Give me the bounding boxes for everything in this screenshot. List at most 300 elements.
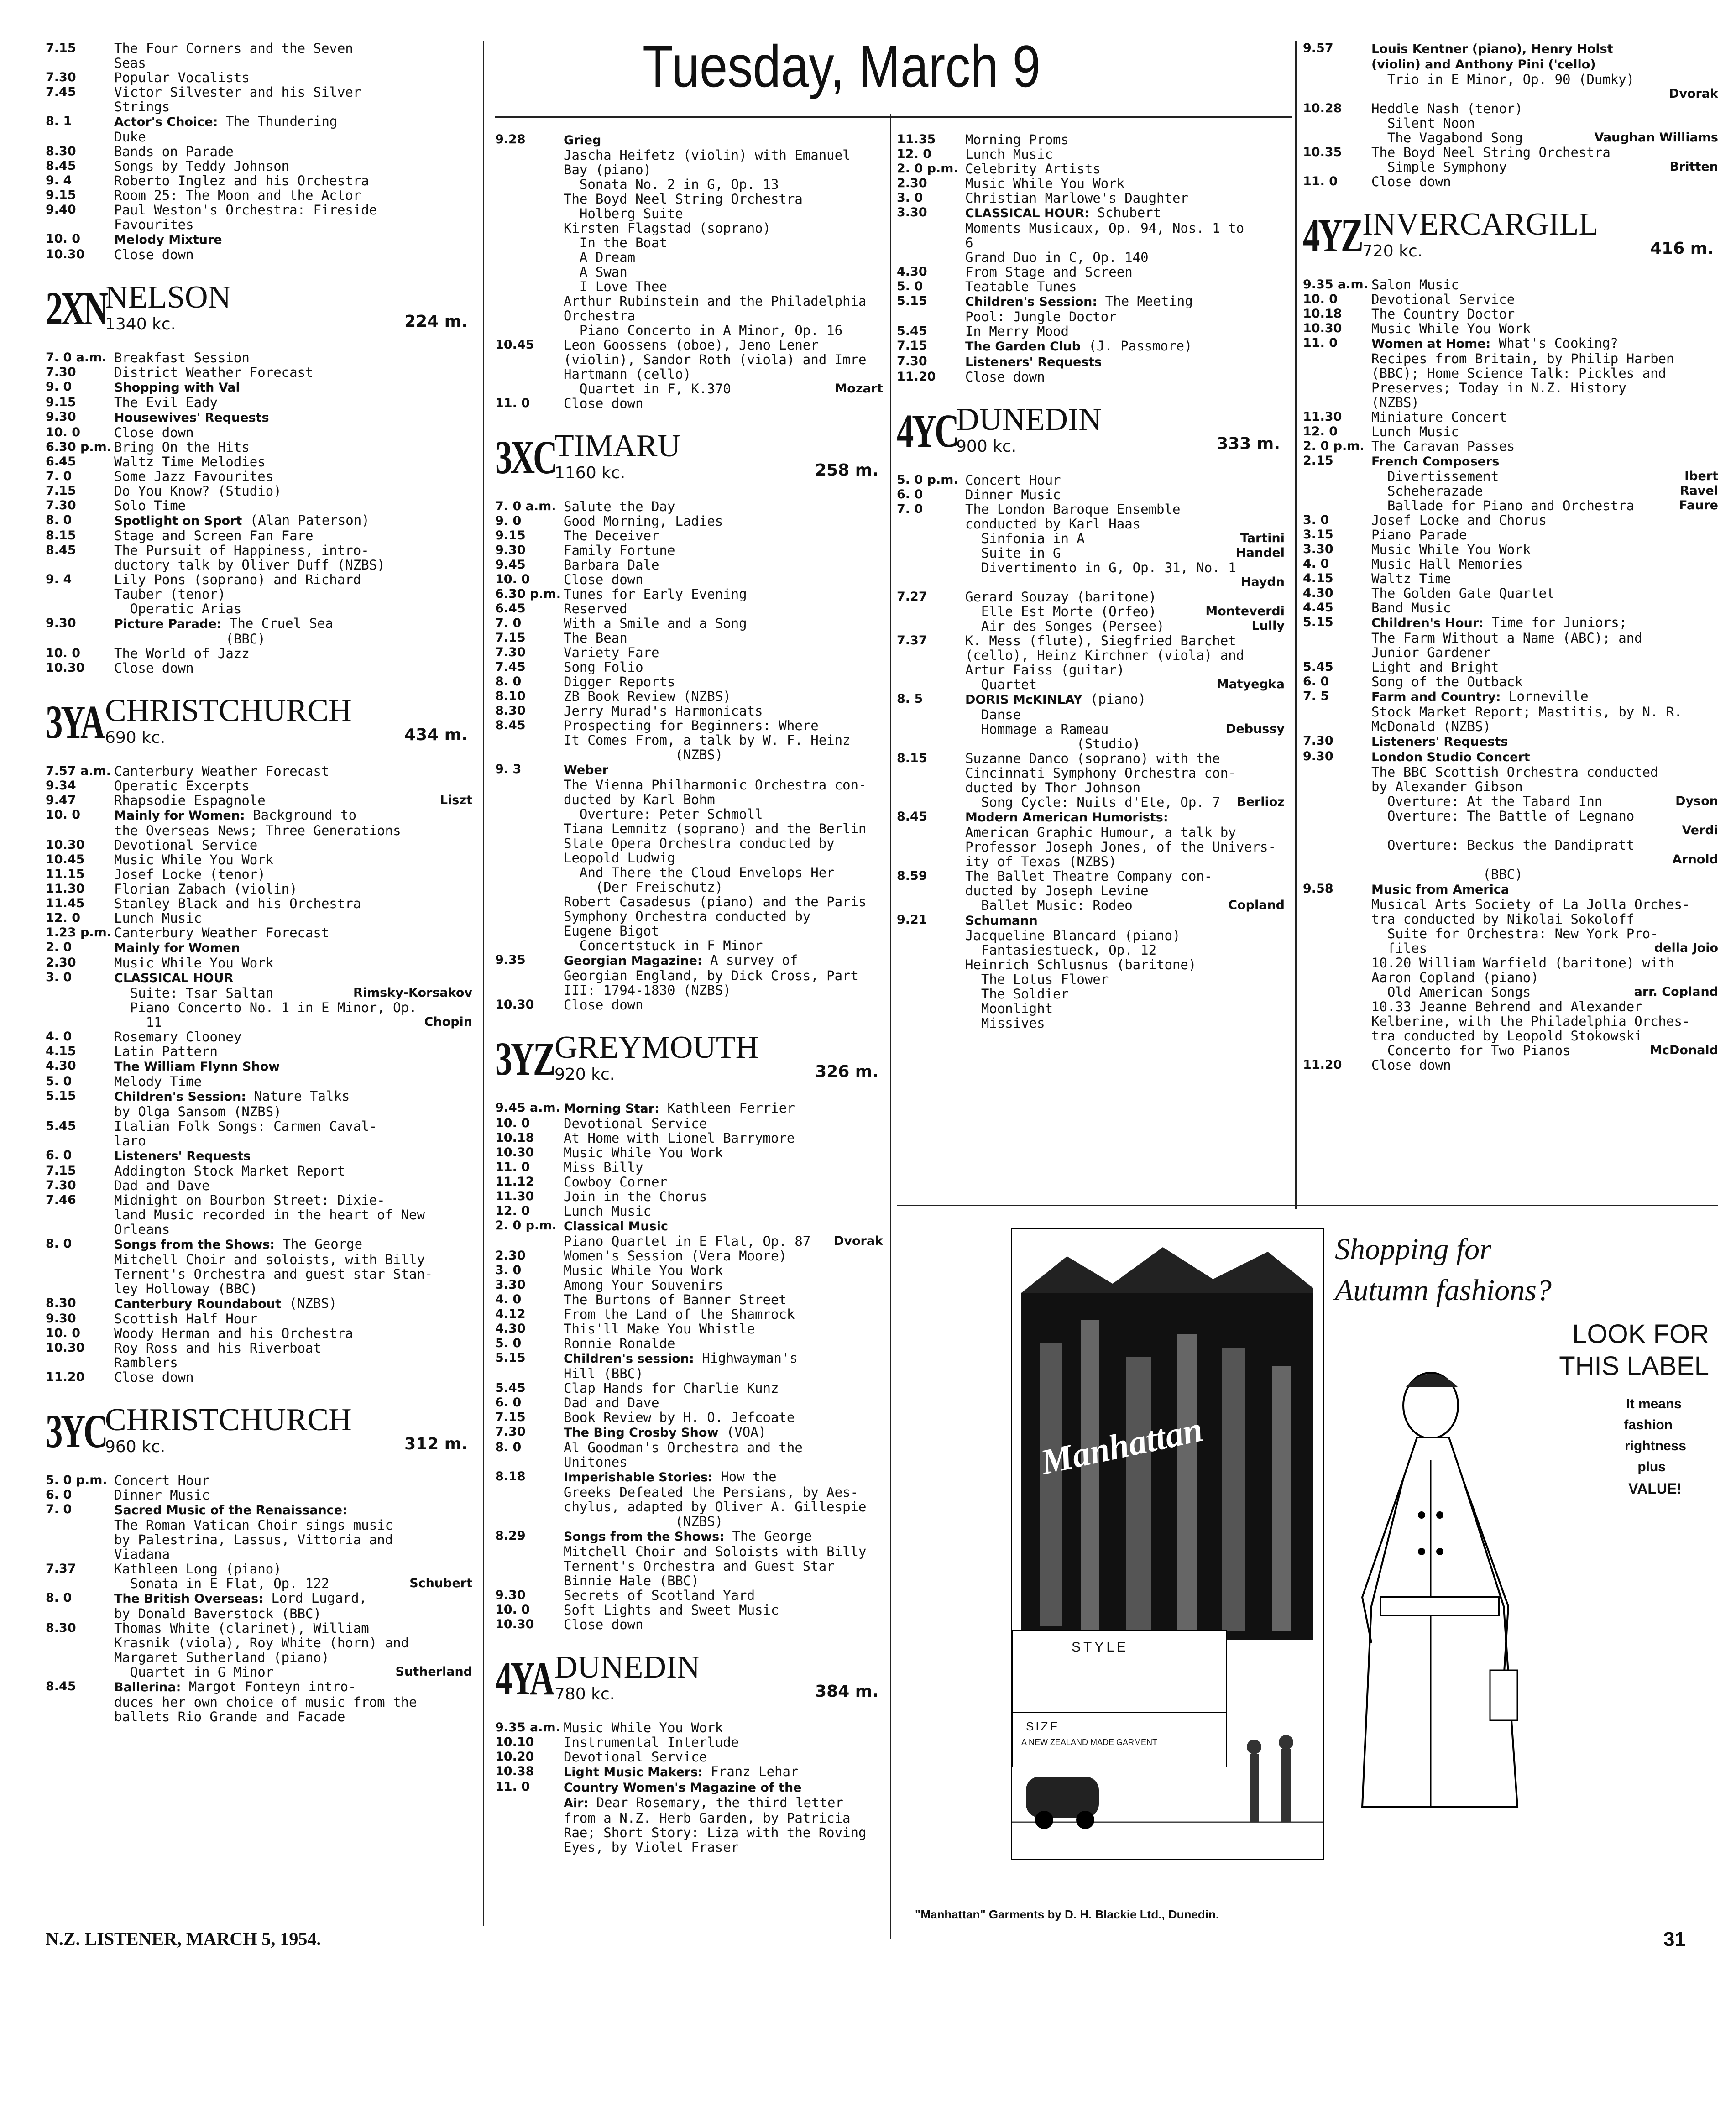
programme-time: 9.40: [46, 203, 76, 217]
programme-title: Modern American Humorists:: [965, 810, 1168, 825]
programme-time: [1303, 395, 1371, 410]
programme-description: [114, 661, 472, 675]
programme-time: 8. 1: [46, 114, 72, 128]
programme-description: [965, 633, 1285, 648]
programme-description: [114, 144, 472, 159]
programme-description: [965, 339, 1285, 354]
programme-time: 7.15: [897, 339, 927, 353]
programme-description: [564, 1588, 883, 1603]
programme-line: [46, 395, 472, 410]
programme-text: At Home with Lionel Barrymore: [564, 1131, 795, 1145]
programme-time: [46, 1532, 114, 1547]
programme-description: [564, 1514, 883, 1529]
programme-line: [46, 232, 472, 247]
programme-time: 9.34: [46, 779, 76, 793]
programme-text: Operatic Arias: [114, 601, 242, 616]
programme-time: [1303, 765, 1371, 779]
programme-line: [495, 1764, 883, 1780]
programme-text: I Love Thee: [564, 279, 667, 294]
programme-description: [1371, 852, 1668, 867]
programme-description: [114, 1193, 472, 1207]
programme-text: Bring On the Hits: [114, 440, 250, 455]
programme-text: Celebrity Artists: [965, 162, 1101, 176]
programme-text: K. Mess (flute), Siegfried Barchet: [965, 633, 1236, 648]
programme-line: [1303, 454, 1718, 469]
station-header-greymouth: [495, 1026, 883, 1094]
programme-text: Band Music: [1371, 601, 1451, 615]
programme-description: [114, 1679, 472, 1695]
programme-description: [965, 517, 1285, 531]
programme-text: And There the Cloud Envelops Her: [564, 865, 835, 880]
programme-text: Kathleen Long (piano): [114, 1562, 282, 1576]
programme-text: ducted by Karl Bohm: [564, 792, 715, 807]
programme-time: 7.46: [46, 1193, 76, 1207]
programme-line: [495, 1322, 883, 1336]
programme-line: [46, 1193, 472, 1207]
programme-description: [564, 601, 883, 616]
programme-time: 11.30: [495, 1189, 534, 1203]
programme-description: [965, 502, 1285, 517]
programme-description: [1371, 645, 1718, 660]
programme-line: [495, 132, 883, 148]
programme-text: duces her own choice of music from the: [114, 1695, 417, 1709]
programme-text: Prospecting for Beginners: Where: [564, 718, 819, 733]
programme-time: [495, 938, 564, 953]
programme-line: [495, 148, 883, 162]
programme-text: Cowboy Corner: [564, 1175, 667, 1189]
programme-description: [965, 795, 1232, 810]
programme-description: [114, 572, 472, 587]
programme-line: [495, 1234, 883, 1249]
programme-line: [1303, 528, 1718, 542]
programme-title: Canterbury Roundabout: [114, 1297, 281, 1311]
programme-description: [564, 192, 883, 206]
programme-text: Leopold Ludwig: [564, 851, 675, 865]
programme-line: [495, 1825, 883, 1840]
programme-description: [1371, 542, 1718, 557]
programme-text: Quartet in F, K.370: [564, 382, 731, 396]
programme-time: 1.23 p.m.: [46, 925, 111, 940]
programme-line: [495, 704, 883, 718]
programme-description: [965, 531, 1236, 546]
composer-credit: Copland: [1228, 898, 1285, 912]
programme-time: 6. 0: [897, 487, 923, 502]
programme-time: 9.21: [897, 913, 927, 927]
programme-description: [114, 1059, 472, 1074]
programme-time: 5. 0 p.m.: [897, 473, 958, 487]
programme-text: Women's Session (Vera Moore): [564, 1249, 787, 1263]
programme-line: [1303, 970, 1718, 985]
programme-time: 12. 0: [46, 911, 81, 925]
programme-text: Overture: Peter Schmoll: [564, 807, 763, 821]
column-rule-1: [483, 41, 484, 1926]
programme-title: Farm and Country:: [1371, 690, 1501, 704]
ad-illustration: [1011, 1228, 1324, 1860]
programme-description: [564, 631, 883, 645]
programme-description: [564, 1440, 883, 1455]
programme-time: [897, 1016, 965, 1030]
composer-credit: arr. Copland: [1634, 985, 1718, 999]
programme-time: 10. 0: [46, 425, 81, 439]
programme-description: [1371, 484, 1675, 498]
programme-line: [46, 661, 472, 675]
programme-text: Highwayman's: [694, 1351, 798, 1366]
programme-description: [564, 1204, 883, 1218]
programme-time: 4. 0: [46, 1030, 72, 1044]
programme-line: [46, 1015, 472, 1030]
programme-time: [897, 250, 965, 265]
programme-line: [1303, 809, 1718, 823]
programme-text: Dinner Music: [114, 1488, 210, 1502]
programme-title: Grieg: [564, 133, 601, 147]
programme-description: [114, 587, 472, 601]
programme-text: Variety Fare: [564, 645, 659, 660]
programme-text: (piano): [1082, 692, 1146, 707]
programme-time: [1303, 381, 1371, 395]
programme-line: [495, 1218, 883, 1234]
programme-description: [965, 132, 1285, 147]
programme-text: Lunch Music: [965, 147, 1053, 162]
programme-line: [46, 425, 472, 440]
programme-line: [495, 338, 883, 352]
programme-description: [1371, 454, 1718, 469]
programme-line: [897, 663, 1285, 677]
programme-line: [495, 1395, 883, 1410]
programme-text: Divertissement: [1371, 469, 1499, 484]
programme-time: [495, 308, 564, 323]
programme-line: [46, 646, 472, 661]
programme-text: The Roman Vatican Choir sings music: [114, 1518, 393, 1532]
programme-description: [965, 692, 1285, 707]
programme-line: [46, 440, 472, 455]
programme-text: Canterbury Weather Forecast: [114, 925, 329, 940]
programme-description: [114, 85, 472, 99]
programme-time: [46, 1134, 114, 1148]
programme-description: [1371, 131, 1590, 145]
programme-line: [46, 1074, 472, 1089]
programme-description: [114, 646, 472, 661]
programme-line: [897, 191, 1285, 205]
programme-text: Concerto for Two Pianos: [1371, 1043, 1571, 1058]
programme-line: [46, 956, 472, 970]
programme-description: [564, 851, 883, 865]
programme-description: [564, 177, 883, 192]
composer-credit: Berlioz: [1237, 795, 1285, 809]
station-callsign: 3YA: [46, 696, 103, 748]
programme-time: 11. 0: [1303, 336, 1338, 350]
station-frequency: 1340 kc.: [105, 315, 176, 334]
programme-description: [114, 173, 472, 188]
programme-time: [46, 1518, 114, 1532]
programme-text: The World of Jazz: [114, 646, 250, 661]
programme-text: Grand Duo in C, Op. 140: [965, 250, 1149, 265]
programme-description: [114, 56, 472, 70]
programme-description: [1371, 307, 1718, 321]
programme-text: In Merry Mood: [965, 324, 1069, 339]
programme-time: 9. 4: [46, 572, 72, 586]
programme-description: [564, 762, 883, 778]
programme-line: [495, 587, 883, 601]
programme-time: 8.30: [46, 144, 76, 158]
programme-line: [46, 852, 472, 867]
programme-text: From Stage and Screen: [965, 265, 1133, 279]
programme-time: [1303, 838, 1371, 852]
programme-line: [1303, 882, 1718, 897]
station-wavelength: 224 m.: [404, 312, 468, 331]
programme-time: [495, 162, 564, 177]
programme-line: [495, 924, 883, 938]
programme-text: Salon Music: [1371, 277, 1459, 292]
programme-line: [1303, 321, 1718, 336]
programme-time: 11. 0: [495, 1780, 530, 1794]
programme-text: Italian Folk Songs: Carmen Caval-: [114, 1119, 377, 1134]
programme-title: Listeners' Requests: [114, 1149, 251, 1163]
header-rule: [495, 116, 1292, 118]
programme-description: [114, 159, 472, 173]
programme-description: [564, 1351, 883, 1366]
programme-time: 8.59: [897, 869, 927, 883]
programme-text: Hommage a Rameau: [965, 722, 1109, 737]
programme-text: What's Cooking?: [1490, 336, 1618, 351]
composer-credit: Rimsky-Korsakov: [353, 986, 472, 1000]
programme-time: 8. 0: [495, 1440, 522, 1454]
programme-line: [495, 396, 883, 411]
programme-time: [495, 352, 564, 367]
programme-title: CLASSICAL HOUR: [114, 971, 234, 985]
programme-text: Lunch Music: [1371, 424, 1459, 439]
programme-time: 9.35 a.m.: [495, 1720, 560, 1735]
programme-time: 11.35: [897, 132, 936, 146]
programme-description: [564, 382, 830, 396]
programme-line: [897, 707, 1285, 722]
programme-line: [897, 294, 1285, 309]
programme-description: [1371, 381, 1718, 395]
programme-line: [46, 1134, 472, 1148]
programme-description: [1371, 660, 1718, 674]
programme-text: Devotional Service: [564, 1116, 707, 1131]
programme-text: Elle Est Morte (Orfeo): [965, 604, 1157, 619]
programme-time: 8.30: [46, 1621, 76, 1635]
programme-description: [564, 836, 883, 851]
programme-description: [114, 1636, 472, 1650]
programme-description: [564, 132, 883, 148]
programme-time: 10. 0: [495, 1116, 530, 1130]
programme-description: [114, 558, 472, 572]
programme-line: [46, 1059, 472, 1074]
programme-description: [564, 308, 883, 323]
programme-line: [46, 1665, 472, 1679]
programme-line: [1303, 145, 1718, 160]
programme-time: 6.45: [495, 601, 526, 616]
programme-description: [1371, 174, 1718, 189]
programme-text: The Boyd Neel String Orchestra: [564, 192, 803, 206]
programme-text: The Vagabond Song: [1371, 131, 1523, 145]
programme-line: [495, 1189, 883, 1204]
station-frequency: 690 kc.: [105, 728, 166, 747]
programme-text: Missives: [965, 1016, 1045, 1030]
programme-line: [46, 779, 472, 793]
programme-time: 11.12: [495, 1175, 534, 1189]
programme-description: [1371, 1043, 1645, 1058]
programme-line: [897, 780, 1285, 795]
programme-time: 8.45: [897, 810, 927, 824]
programme-time: 3. 0: [1303, 513, 1329, 527]
programme-line: [495, 747, 883, 762]
programme-description: [1371, 749, 1718, 765]
programme-line: [495, 221, 883, 235]
programme-time: 9.47: [46, 793, 76, 807]
programme-line: [897, 560, 1285, 575]
programme-description: [114, 1044, 472, 1059]
ad-headline-2: Autumn fashions?: [1335, 1274, 1552, 1307]
programme-time: [495, 1811, 564, 1825]
programme-time: [46, 1000, 114, 1015]
programme-description: [965, 869, 1285, 883]
composer-credit: Faure: [1679, 498, 1718, 512]
programme-line: [495, 1588, 883, 1603]
programme-description: [1371, 941, 1650, 956]
programme-line: [897, 162, 1285, 176]
programme-text: the Overseas News; Three Generations: [114, 823, 401, 838]
programme-line: [1303, 941, 1718, 956]
ad-headline-1: Shopping for: [1335, 1233, 1491, 1266]
programme-line: [46, 940, 472, 956]
programme-line: [46, 1636, 472, 1650]
programme-description: [114, 1488, 472, 1502]
programme-line: [1303, 395, 1718, 410]
programme-text: 11: [114, 1015, 162, 1030]
listing-block: [46, 1473, 472, 1724]
programme-text: Waltz Time Melodies: [114, 455, 266, 469]
programme-text: Jacqueline Blancard (piano): [965, 928, 1181, 943]
programme-line: [46, 203, 472, 217]
programme-line: [1303, 794, 1718, 809]
programme-description: [114, 528, 472, 543]
programme-text: It Comes From, a talk by W. F. Heinz: [564, 733, 851, 747]
programme-time: [495, 382, 564, 396]
programme-time: 7.30: [46, 70, 76, 84]
programme-text: Concertstuck in F Minor: [564, 938, 763, 953]
programme-line: [495, 1617, 883, 1632]
programme-line: [1303, 705, 1718, 719]
programme-text: Moonlight: [965, 1001, 1053, 1016]
programme-line: [46, 616, 472, 632]
programme-description: [114, 41, 472, 56]
programme-description: [114, 1591, 472, 1606]
programme-text: Piano Quartet in E Flat, Op. 87: [564, 1234, 811, 1249]
programme-description: [564, 1307, 883, 1322]
composer-credit: Mozart: [835, 382, 883, 396]
programme-line: [46, 41, 472, 56]
station-frequency: 960 kc.: [105, 1437, 166, 1456]
programme-title: Air:: [564, 1796, 589, 1810]
programme-line: [1303, 366, 1718, 381]
programme-description: [965, 840, 1285, 854]
programme-time: 7.37: [46, 1562, 76, 1576]
programme-time: 7. 0: [46, 1502, 72, 1516]
programme-time: [1303, 498, 1371, 513]
programme-line: [46, 867, 472, 882]
programme-text: Margot Fonteyn intro-: [181, 1679, 356, 1694]
programme-description: [114, 365, 472, 380]
programme-line: [1303, 174, 1718, 189]
programme-text: Piano Concerto No. 1 in E Minor, Op.: [114, 1000, 417, 1015]
programme-line: [1303, 381, 1718, 395]
programme-text: ballets Rio Grande and Facade: [114, 1709, 345, 1724]
programme-time: 7.30: [46, 1178, 76, 1192]
programme-text: The Ballet Theatre Company con-: [965, 869, 1213, 883]
programme-text: Thomas White (clarinet), William: [114, 1621, 369, 1636]
programme-text: Devotional Service: [114, 838, 258, 852]
programme-line: [897, 517, 1285, 531]
programme-text: (cello), Heinz Kirchner (viola) and: [965, 648, 1244, 663]
programme-text: Do You Know? (Studio): [114, 484, 282, 498]
programme-time: [495, 1559, 564, 1573]
programme-time: 6.45: [46, 455, 76, 469]
programme-description: [564, 1780, 883, 1795]
programme-description: [114, 188, 472, 203]
programme-text: Overture: At the Tabard Inn: [1371, 794, 1603, 809]
programme-line: [1303, 292, 1718, 307]
composer-credit: della Joio: [1654, 941, 1718, 955]
programme-title: The Bing Crosby Show: [564, 1426, 719, 1440]
programme-text: ductory talk by Oliver Duff (NZBS): [114, 558, 385, 572]
programme-text: Old American Songs: [1371, 985, 1531, 999]
programme-text: Lily Pons (soprano) and Richard: [114, 572, 361, 587]
programme-line: [495, 1544, 883, 1559]
programme-time: 10.18: [495, 1131, 534, 1145]
programme-description: [114, 1665, 391, 1679]
programme-line: [897, 883, 1285, 898]
programme-time: [897, 221, 965, 235]
programme-line: [46, 484, 472, 498]
programme-line: [46, 114, 472, 130]
programme-text: Soft Lights and Sweet Music: [564, 1603, 779, 1617]
programme-time: 9.45 a.m.: [495, 1101, 560, 1115]
programme-text: Gerard Souzay (baritone): [965, 590, 1157, 604]
programme-description: [114, 395, 472, 410]
programme-description: [114, 410, 472, 425]
programme-description: [965, 487, 1285, 502]
programme-description: [114, 1518, 472, 1532]
programme-text: Al Goodman's Orchestra and the: [564, 1440, 803, 1455]
programme-line: [495, 1410, 883, 1425]
programme-line: [46, 808, 472, 823]
programme-description: [114, 484, 472, 498]
programme-line: [897, 722, 1285, 737]
programme-line: [495, 1780, 883, 1795]
programme-text: Bands on Parade: [114, 144, 234, 159]
programme-time: 12. 0: [495, 1204, 530, 1218]
programme-text: Recipes from Britain, by Philip Harben: [1371, 351, 1674, 366]
programme-text: Music While You Work: [1371, 321, 1531, 336]
programme-description: [114, 70, 472, 85]
programme-text: Florian Zabach (violin): [114, 882, 298, 896]
programme-time: 7. 0 a.m.: [46, 350, 107, 365]
programme-description: [1371, 882, 1718, 897]
programme-description: [1371, 145, 1718, 160]
programme-description: [965, 766, 1285, 780]
programme-description: [114, 350, 472, 365]
programme-description: [1371, 956, 1718, 970]
programme-description: [1371, 41, 1718, 57]
programme-time: [897, 898, 965, 913]
programme-text: State Opera Orchestra conducted by: [564, 836, 835, 851]
programme-text: Time for Juniors;: [1483, 615, 1627, 630]
programme-time: [46, 601, 114, 616]
programme-description: [564, 616, 883, 631]
programme-text: Close down: [114, 1370, 194, 1385]
